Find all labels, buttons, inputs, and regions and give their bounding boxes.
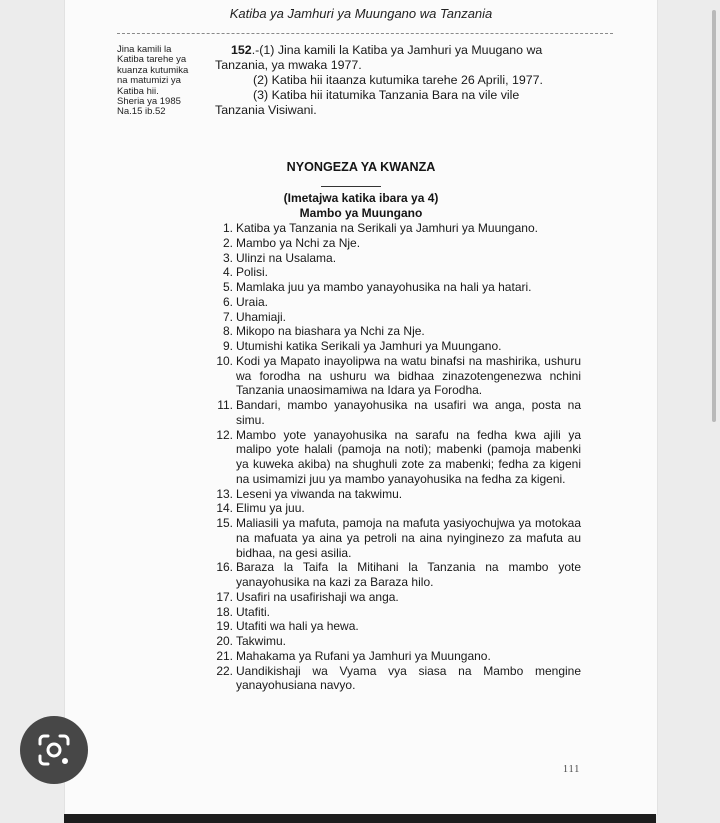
page-number: 111 <box>563 764 581 775</box>
schedule-title: NYONGEZA YA KWANZA <box>286 160 436 174</box>
margin-note-line: Na.15 ib.52 <box>117 106 166 118</box>
article-text: .-(1) Jina kamili la Katiba ya Jamhuri ya Muugano wa <box>251 43 543 57</box>
list-item <box>213 487 581 502</box>
list-item <box>213 501 581 516</box>
item-text: Uhamiaji. <box>236 309 287 324</box>
item-number: 4. <box>222 265 233 280</box>
schedule-heading: Mambo ya Muungano <box>299 206 423 220</box>
article-line: Tanzania, ya mwaka 1977. <box>215 58 362 72</box>
list-item <box>213 664 581 694</box>
item-number: 15. <box>216 516 233 530</box>
lens-search-icon <box>36 732 72 768</box>
list-item <box>213 221 581 236</box>
item-number: 21. <box>216 648 233 663</box>
item-number: 9. <box>222 339 233 353</box>
scrollbar[interactable] <box>712 10 716 422</box>
item-text: Utafiti wa hali ya hewa. <box>236 619 359 634</box>
document-page <box>64 0 658 815</box>
list-item <box>213 590 581 605</box>
list-item <box>213 605 581 620</box>
margin-note-line: Katiba hii. <box>117 85 159 97</box>
list-item <box>213 251 581 266</box>
item-text: Usafiri na usafirishaji wa anga. <box>236 589 399 604</box>
union-matters-list <box>213 221 581 693</box>
article-152 <box>215 43 565 118</box>
item-number: 20. <box>216 634 233 648</box>
list-item <box>213 428 581 487</box>
running-header: Katiba ya Jamhuri ya Muungano wa Tanzania <box>229 6 493 21</box>
item-text: Uandikishaji wa Vyama vya siasa na Mambo mengine yanayohusiana navyo. <box>236 663 581 693</box>
list-item <box>213 516 581 560</box>
item-number: 6. <box>222 294 233 309</box>
list-item <box>213 295 581 310</box>
item-text: Katiba ya Tanzania na Serikali ya Jamhuri ya Muungano. <box>236 221 538 235</box>
schedule-subtitle <box>65 191 657 221</box>
article-line: (3) Katiba hii itatumika Tanzania Bara na vile vile <box>253 88 520 102</box>
list-item <box>213 324 581 339</box>
item-text: Takwimu. <box>236 634 287 648</box>
item-number: 17. <box>216 589 233 604</box>
list-item <box>213 634 581 649</box>
margin-note-line: Jina kamili la <box>117 44 172 55</box>
item-number: 7. <box>222 309 233 324</box>
item-number: 16. <box>216 560 233 575</box>
list-item <box>213 619 581 634</box>
list-item <box>213 354 581 398</box>
item-text: Mahakama ya Rufani ya Jamhuri ya Muungano. <box>236 648 491 663</box>
item-number: 22. <box>216 663 233 678</box>
item-text: Polisi. <box>236 265 269 280</box>
bottom-bar <box>64 814 656 823</box>
title-underline <box>321 186 381 187</box>
item-text: Mambo ya Nchi za Nje. <box>236 235 361 250</box>
item-text: Leseni ya viwanda na takwimu. <box>236 486 403 501</box>
item-number: 2. <box>222 235 233 250</box>
article-line: (2) Katiba hii itaanza kutumika tarehe 26 Aprili, 1977. <box>253 73 543 87</box>
list-item <box>213 339 581 354</box>
item-number: 18. <box>216 604 233 619</box>
list-item <box>213 560 581 590</box>
item-text: Mikopo na biashara ya Nchi za Nje. <box>236 324 425 339</box>
list-item <box>213 236 581 251</box>
article-number: 152 <box>231 43 252 57</box>
item-text: Ulinzi na Usalama. <box>236 250 337 265</box>
item-number: 10. <box>216 353 233 368</box>
item-number: 19. <box>216 619 233 634</box>
list-item <box>213 265 581 280</box>
margin-note <box>117 45 217 118</box>
list-item <box>213 649 581 664</box>
margin-note-line: kuanza kutumika <box>117 64 189 76</box>
item-text: Bandari, mambo yanayohusika na usafiri wa anga, posta na simu. <box>236 398 581 427</box>
item-text: Utumishi katika Serikali ya Jamhuri ya Muungano. <box>236 339 502 353</box>
article-line: Tanzania Visiwani. <box>215 103 317 117</box>
item-number: 11. <box>217 398 233 412</box>
header-divider <box>117 33 613 34</box>
schedule-reference: (Imetajwa katika ibara ya 4) <box>283 191 439 205</box>
item-text: Utafiti. <box>236 604 271 619</box>
list-item <box>213 280 581 295</box>
margin-note-line: Sheria ya 1985 <box>117 96 181 108</box>
item-number: 13. <box>216 486 233 501</box>
item-text: Kodi ya Mapato inayolipwa na watu binafsi na mashirika, ushuru wa forodha na ushuru wa bidhaa zinazotengenezwa nchini Tanzania unaosimamiwa na Idara ya Forodha. <box>236 353 581 398</box>
list-item <box>213 398 581 428</box>
item-number: 8. <box>222 324 233 339</box>
item-text: Elimu ya juu. <box>236 501 305 516</box>
lens-search-button[interactable] <box>20 716 88 784</box>
item-text: Mambo yote yanayohusika na sarafu na fedha kwa ajili ya malipo yote halali (pamoja na noti); mabenki (pamoja mabenki ya kuweka akiba) na shughuli zote za mabenki; fedha za kigeni na usimamizi juu ya mambo yanayohusika na fedha za kigeni. <box>236 427 581 486</box>
margin-note-line: Katiba tarehe ya <box>117 54 187 66</box>
article-line <box>215 43 565 58</box>
item-text: Maliasili ya mafuta, pamoja na mafuta yasiyochujwa ya motokaa na mafuata ya aina ya petroli na aina nyinginezo za mafuta au bidhaa, na gesi asilia. <box>236 516 581 560</box>
item-text: Baraza la Taifa la Mitihani la Tanzania na mambo yote yanayohusika na kazi za Baraza hilo. <box>236 560 581 589</box>
item-text: Uraia. <box>236 294 269 309</box>
margin-note-line: na matumizi ya <box>117 75 181 87</box>
item-number: 14. <box>216 501 233 516</box>
list-item <box>213 310 581 325</box>
item-text: Mamlaka juu ya mambo yanayohusika na hali ya hatari. <box>236 280 532 294</box>
item-number: 3. <box>222 250 233 265</box>
item-number: 5. <box>222 280 233 294</box>
item-number: 12. <box>216 427 233 442</box>
item-number: 1. <box>222 221 233 235</box>
